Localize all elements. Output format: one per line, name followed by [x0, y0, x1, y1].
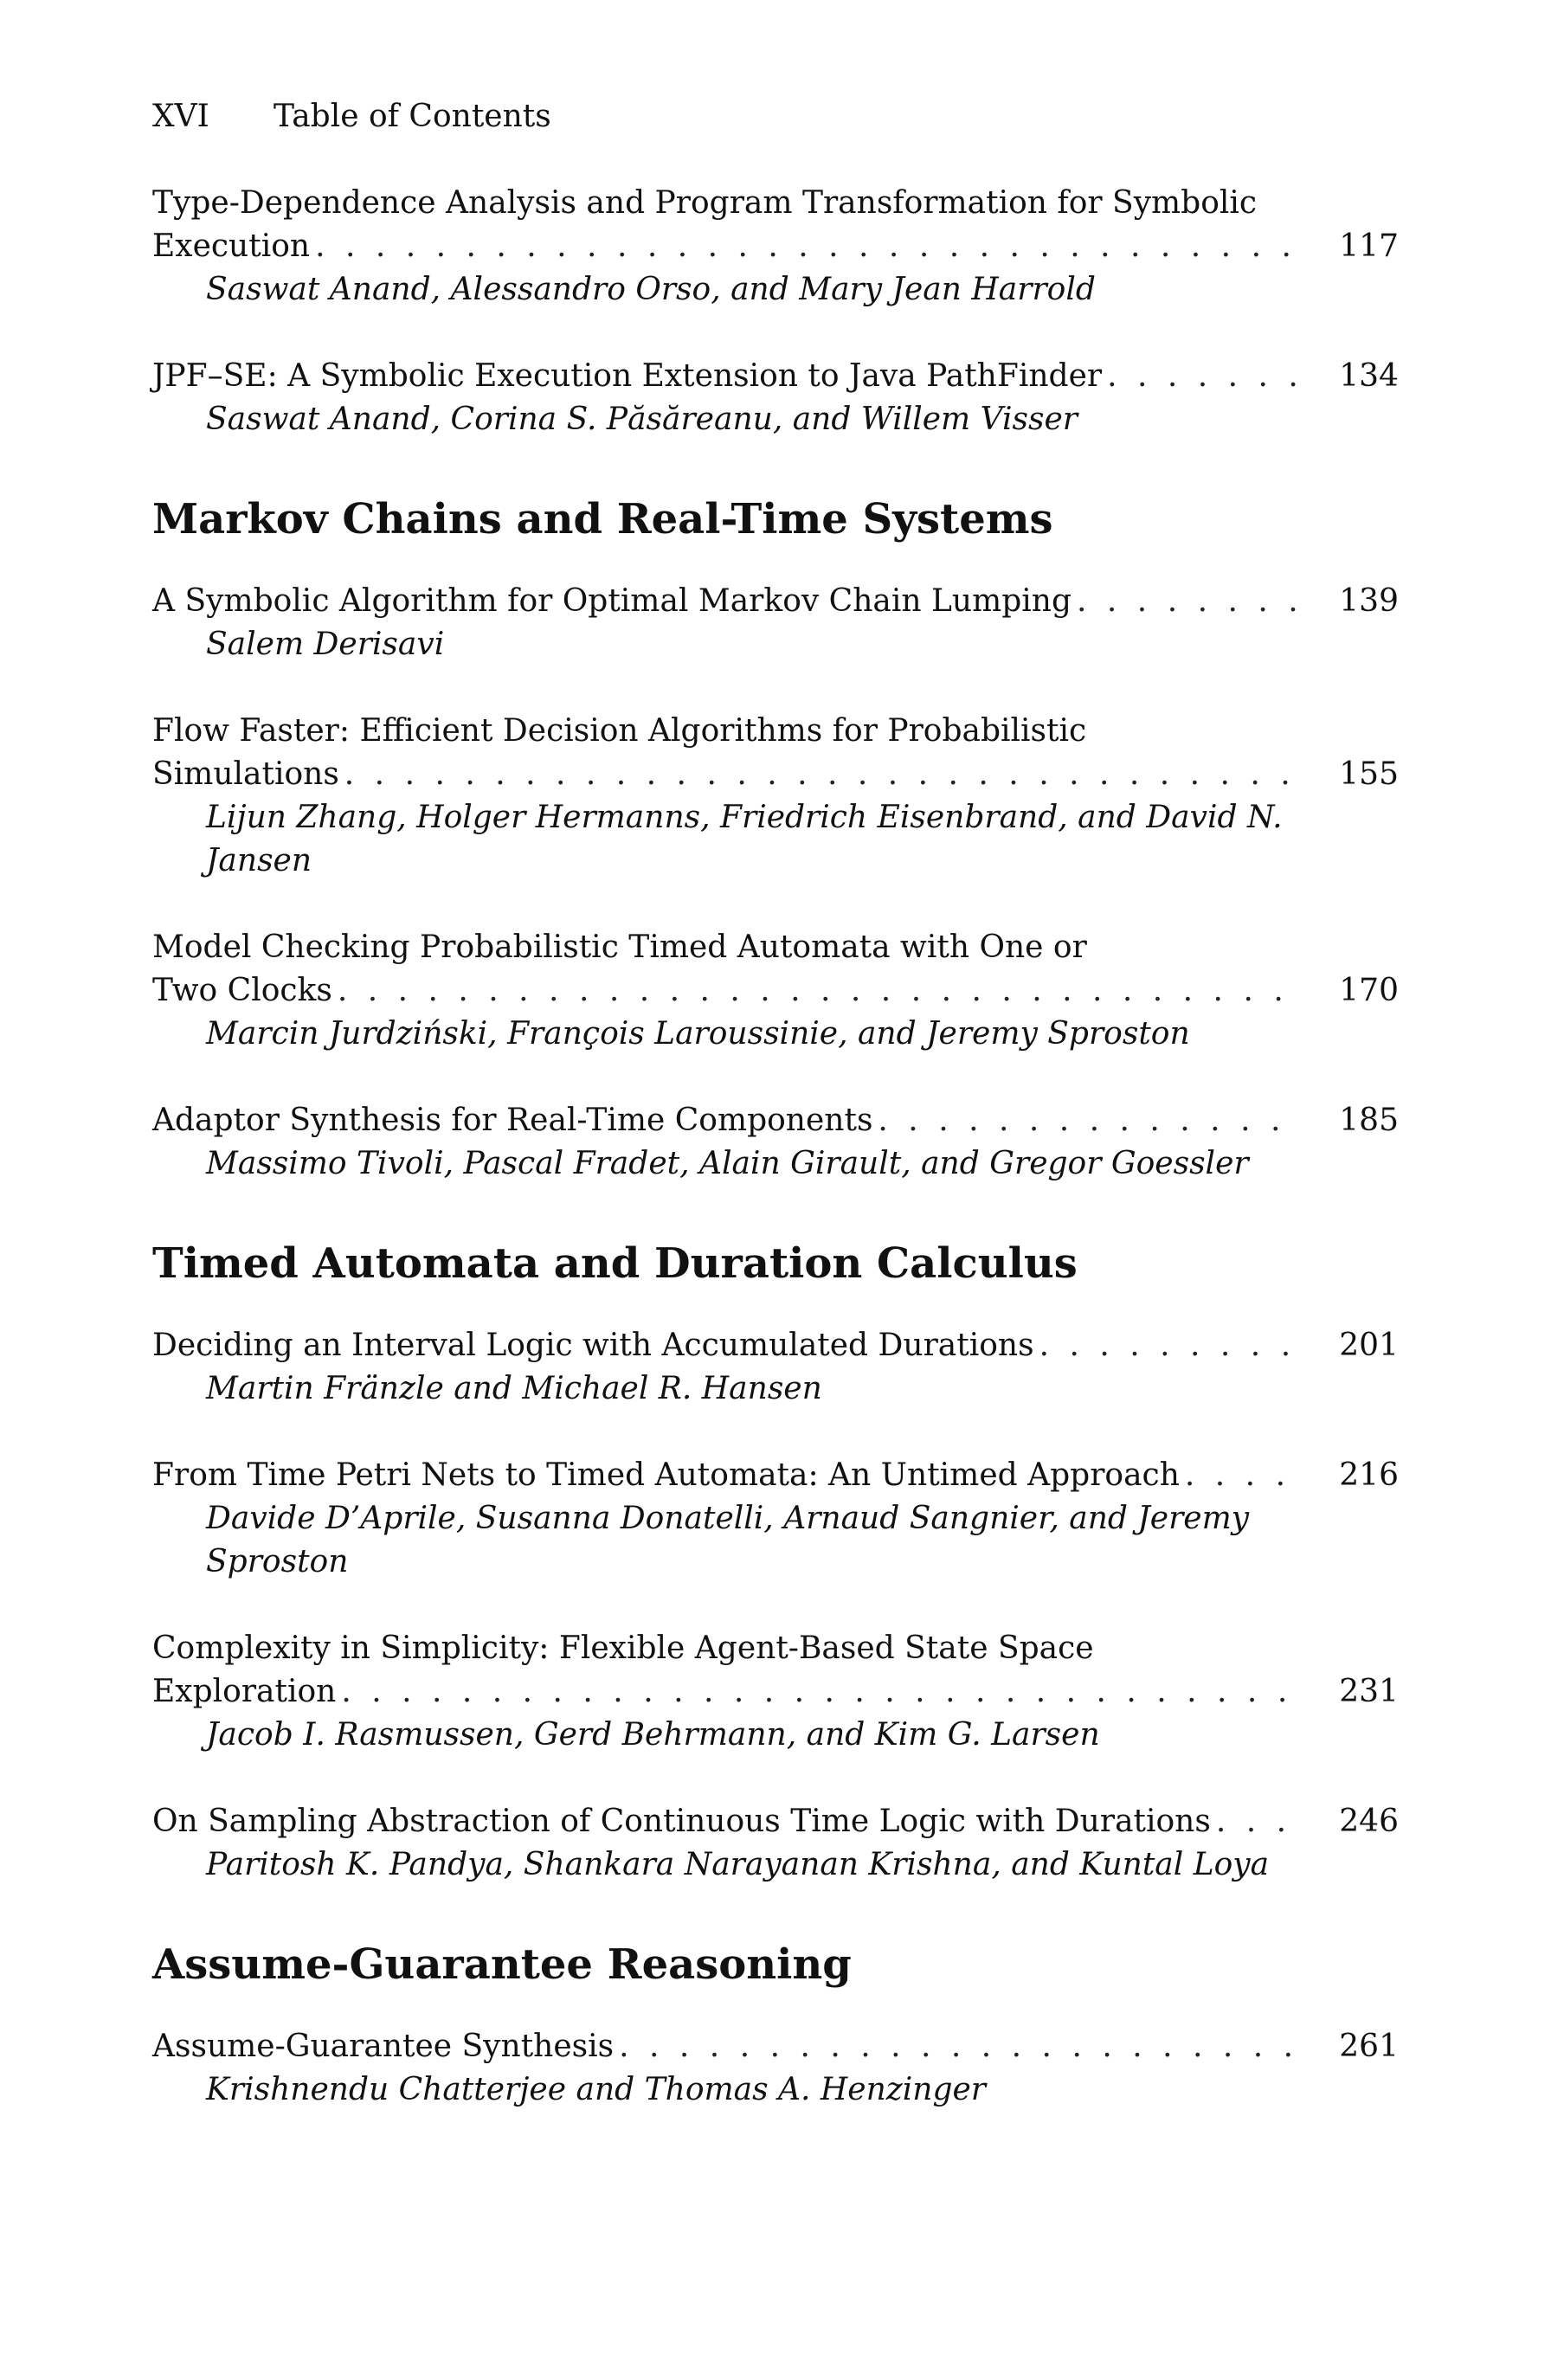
page-number: 117	[1339, 228, 1399, 264]
entry-title-line: Complexity in Simplicity: Flexible Agent-Based State Space	[152, 1631, 1094, 1666]
entry-title-final-line	[152, 969, 1399, 1013]
section-heading: Assume-Guarantee Reasoning	[152, 1940, 852, 1989]
section-heading: Timed Automata and Duration Calculus	[152, 1239, 1078, 1288]
dot-leader	[1185, 1454, 1300, 1497]
dot-leader	[878, 1099, 1300, 1142]
entry-authors: Marcin Jurdziński, François Laroussinie, and Jeremy Sproston	[206, 1016, 1190, 1052]
toc-page	[152, 95, 1399, 2155]
page-number: 261	[1339, 2029, 1399, 2064]
dot-leader	[338, 969, 1300, 1013]
dot-leader	[1107, 355, 1300, 398]
page-number: 134	[1339, 358, 1399, 394]
entry-authors: Davide D’Aprile, Susanna Donatelli, Arnaud Sangnier, and Jeremy Sproston	[206, 1501, 1250, 1579]
entry-authors: Paritosh K. Pandya, Shankara Narayanan Krishna, and Kuntal Loya	[206, 1847, 1270, 1882]
entry-authors: Krishnendu Chatterjee and Thomas A. Henzinger	[206, 2072, 987, 2107]
entry-authors: Salem Derisavi	[206, 627, 445, 662]
entry-title-final-line	[152, 355, 1399, 398]
entry-authors: Lijun Zhang, Holger Hermanns, Friedrich Eisenbrand, and David N. Jansen	[206, 800, 1283, 878]
toc-section-assume-guarantee	[152, 1939, 1399, 2112]
entry-title-text: Assume-Guarantee Synthesis	[152, 2029, 615, 2064]
toc-entry	[152, 182, 1399, 312]
entry-title-text: On Sampling Abstraction of Continuous Time Logic with Durations	[152, 1804, 1211, 1839]
entry-title-text: Simulations	[152, 756, 339, 792]
dot-leader	[1039, 1324, 1300, 1367]
dot-leader	[341, 1670, 1300, 1714]
toc-block-continued	[152, 182, 1399, 441]
entry-title-text: JPF–SE: A Symbolic Execution Extension to Java PathFinder	[152, 358, 1103, 394]
entry-title-final-line	[152, 753, 1399, 796]
entry-title-text: From Time Petri Nets to Timed Automata: An Untimed Approach	[152, 1457, 1180, 1493]
entry-title-line: Type-Dependence Analysis and Program Transformation for Symbolic	[152, 185, 1258, 221]
toc-entry	[152, 355, 1399, 441]
toc-entry	[152, 1627, 1399, 1757]
toc-entry	[152, 2025, 1399, 2112]
page-number: 170	[1339, 973, 1399, 1008]
entry-title-final-line	[152, 1670, 1399, 1714]
entry-title-final-line	[152, 1324, 1399, 1367]
entry-title-text: A Symbolic Algorithm for Optimal Markov Chain Lumping	[152, 583, 1072, 619]
entry-title-line: Flow Faster: Efficient Decision Algorithms for Probabilistic	[152, 713, 1087, 749]
entry-title-final-line	[152, 225, 1399, 268]
entry-title-final-line	[152, 1454, 1399, 1497]
dot-leader	[1077, 580, 1300, 623]
toc-section-timed-automata	[152, 1238, 1399, 1887]
entry-title-text: Adaptor Synthesis for Real-Time Components	[152, 1103, 873, 1138]
page-number: 139	[1339, 583, 1399, 619]
toc-entry	[152, 1800, 1399, 1887]
page-number: 185	[1339, 1103, 1399, 1138]
page-number: 246	[1339, 1804, 1399, 1839]
entry-title-final-line	[152, 580, 1399, 623]
page-number: 216	[1339, 1457, 1399, 1493]
entry-title-text: Deciding an Interval Logic with Accumulated Durations	[152, 1328, 1034, 1363]
toc-entry	[152, 1099, 1399, 1186]
page-number: 231	[1339, 1674, 1399, 1709]
toc-entry	[152, 926, 1399, 1056]
entry-title-final-line	[152, 1800, 1399, 1843]
entry-authors: Jacob I. Rasmussen, Gerd Behrmann, and Kim G. Larsen	[206, 1717, 1100, 1753]
entry-title-text: Execution	[152, 228, 311, 264]
dot-leader	[1216, 1800, 1300, 1843]
dot-leader	[619, 2025, 1300, 2068]
entry-title-final-line	[152, 2025, 1399, 2068]
page-number: 201	[1339, 1328, 1399, 1363]
entry-authors: Saswat Anand, Alessandro Orso, and Mary Jean Harrold	[206, 272, 1096, 307]
page-number: 155	[1339, 756, 1399, 792]
running-head-title: Table of Contents	[274, 99, 551, 134]
toc-entry	[152, 1454, 1399, 1584]
dot-leader	[344, 753, 1300, 796]
entry-authors: Massimo Tivoli, Pascal Fradet, Alain Girault, and Gregor Goessler	[206, 1146, 1249, 1181]
dot-leader	[315, 225, 1300, 268]
toc-entry	[152, 580, 1399, 666]
entry-title-text: Two Clocks	[152, 973, 332, 1008]
section-heading: Markov Chains and Real-Time Systems	[152, 495, 1053, 544]
toc-section-markov-chains	[152, 493, 1399, 1186]
entry-title-line: Model Checking Probabilistic Timed Automata with One or	[152, 929, 1087, 965]
running-head	[152, 95, 1399, 138]
toc-entry	[152, 1324, 1399, 1411]
entry-authors: Martin Fränzle and Michael R. Hansen	[206, 1371, 822, 1406]
entry-title-final-line	[152, 1099, 1399, 1142]
page-folio: XVI	[152, 99, 209, 134]
entry-title-text: Exploration	[152, 1674, 337, 1709]
entry-authors: Saswat Anand, Corina S. Păsăreanu, and Willem Visser	[206, 402, 1078, 437]
toc-entry	[152, 710, 1399, 883]
